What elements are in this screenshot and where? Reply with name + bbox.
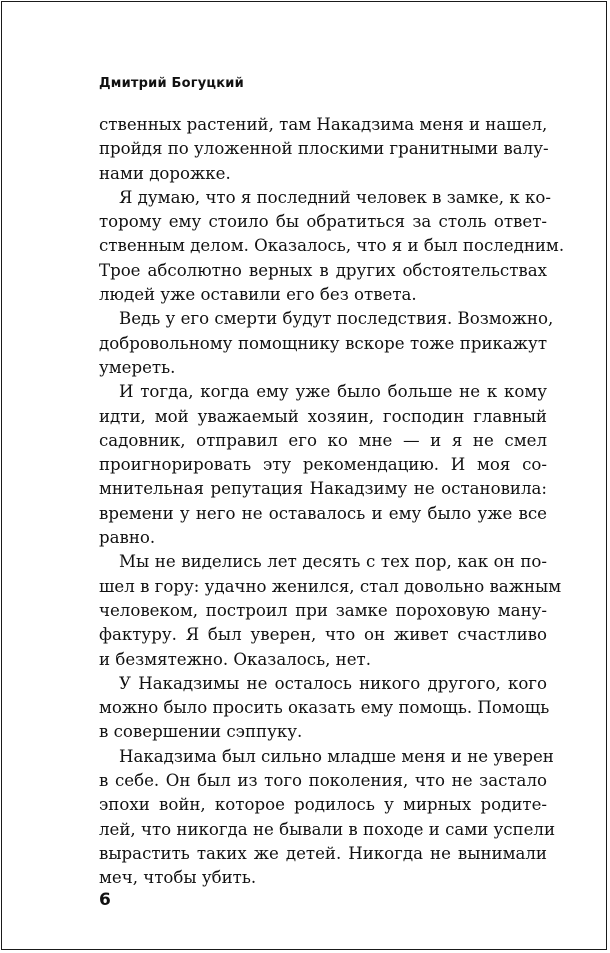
text-line: вырастить таких же детей. Никогда не вынимали <box>99 843 547 863</box>
text-line: садовник, отправил его ко мне — и я не смел <box>99 430 547 450</box>
text-line: ственных растений, там Накадзима меня и нашел, <box>99 115 548 134</box>
text-line: умереть. <box>99 357 176 377</box>
page-number: 6 <box>99 890 111 910</box>
text-line: Мы не виделись лет десять с тех пор, как он по- <box>119 552 547 572</box>
text-line: добровольному помощнику вскоре тоже прикажут <box>99 333 547 353</box>
text-line: лей, что никогда не бывали в походе и сами успели <box>99 819 556 839</box>
text-line: мнительная репутация Накадзиму не остановила: <box>99 479 547 499</box>
text-line: проигнорировать эту рекомендацию. И моя со- <box>99 455 547 475</box>
paragraph <box>99 380 547 550</box>
text-line: Ведь у его смерти будут последствия. Возможно, <box>119 309 554 329</box>
paragraph <box>99 745 556 891</box>
running-header: Дмитрий Богуцкий <box>99 76 244 91</box>
text-line: равно. <box>99 528 156 548</box>
text-line: эпохи войн, которое родилось у мирных родите- <box>99 795 547 815</box>
text-line: торому ему стоило бы обратиться за столь ответ- <box>99 212 547 232</box>
text-line: Я думаю, что я последний человек в замке, к ко- <box>119 187 551 207</box>
text-line: пройдя по уложенной плоскими гранитными валу- <box>99 139 549 159</box>
text-line: Трое абсолютно верных в других обстоятельствах <box>99 260 547 280</box>
text-line: ственным делом. Оказалось, что я и был последним. <box>99 236 565 256</box>
text-line: времени у него не оставалось и ему было уже все <box>99 503 547 523</box>
paragraph <box>99 550 562 671</box>
text-line: можно было просить оказать ему помощь. Помощь <box>99 698 550 718</box>
body-text <box>99 113 565 891</box>
paragraph <box>99 113 547 186</box>
text-line: людей уже оставили его без ответа. <box>99 285 417 305</box>
text-line: человеком, построил при замке пороховую ману- <box>99 600 547 620</box>
text-line: шел в гору: удачно женился, стал довольно важным <box>99 576 562 596</box>
text-line: в совершении сэппуку. <box>99 722 303 742</box>
text-line: И тогда, когда ему уже было больше не к кому <box>119 382 547 402</box>
text-line: нами дорожке. <box>99 163 231 183</box>
text-line: в себе. Он был из того поколения, что не застало <box>99 771 547 791</box>
text-line: У Накадзимы не осталось никого другого, кого <box>119 673 547 693</box>
paragraph <box>99 672 550 745</box>
text-line: фактуру. Я был уверен, что он живет счастливо <box>99 625 547 645</box>
paragraph <box>99 186 565 307</box>
book-page <box>1 1 607 950</box>
text-line: и безмятежно. Оказалось, нет. <box>99 649 371 669</box>
text-line: меч, чтобы убить. <box>99 868 257 888</box>
text-line: Накадзима был сильно младше меня и не уверен <box>119 746 554 766</box>
paragraph <box>99 307 554 380</box>
text-line: идти, мой уважаемый хозяин, господин главный <box>99 406 547 426</box>
